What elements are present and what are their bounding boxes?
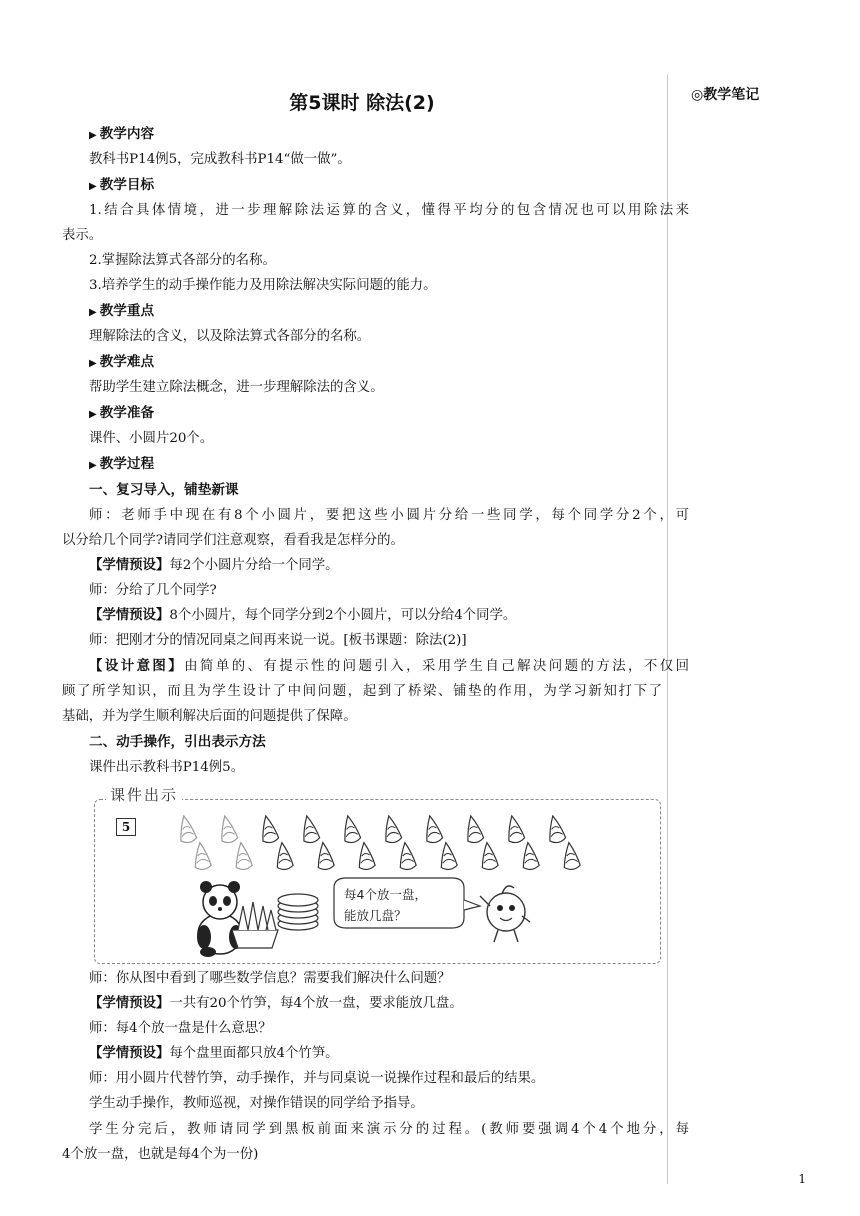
triangle-bullet-icon: ▶ [89,460,97,471]
bamboo-shoot-icon [299,814,320,844]
part-2-p1: 课件出示教科书P14例5。 [89,760,245,775]
bamboo-shoot-icon [258,814,279,844]
plate-stack-icon [278,894,318,930]
part-2-a2: 【学情预设】每个盘里面都只放4个竹笋。 [89,1045,339,1061]
triangle-bullet-icon: ▶ [89,181,97,192]
heading-process: ▶ 教学过程 [89,456,155,472]
bamboo-shoot-icon [479,841,499,870]
heading-preparation: ▶ 教学准备 [89,405,155,421]
bamboo-shoot-icon [381,814,402,844]
part-2-heading: 二、动手操作，引出表示方法 [89,734,266,750]
part-2-q1: 师：你从图中看到了哪些数学信息？需要我们解决什么问题？ [89,971,451,986]
heading-content: ▶ 教学内容 [89,126,155,142]
bubble-text-line-1: 每4个放一盘， [344,887,427,902]
part-1-p6-line-3: 基础，并为学生顺利解决后面的问题提供了保障。 [62,709,357,724]
triangle-bullet-icon: ▶ [89,130,97,141]
bamboo-shoot-icon [274,841,294,870]
panda-icon [197,881,243,957]
figure-art [92,782,662,964]
bamboo-shoot-icon [233,841,253,870]
part-1-p1-line-1: 师：老师手中现在有8个小圆片，要把这些小圆片分给一些同学，每个同学分2个，可 [89,508,689,523]
bamboo-shoot-icon [422,814,443,844]
bamboo-shoot-icon [356,841,376,870]
figure-label: 课件出示 [106,784,182,805]
bamboo-shoot-icon [340,814,361,844]
part-2-q2: 师：每4个放一盘是什么意思？ [89,1021,272,1036]
triangle-bullet-icon: ▶ [89,409,97,420]
part-2-p3-line-2: 4个放一盘，也就是每4个为一份) [62,1147,259,1162]
part-1-p5: 师：把刚才分的情况同桌之间再来说一说。[板书课题：除法(2)] [89,633,467,648]
heading-key-points: ▶ 教学重点 [89,303,155,319]
bamboo-shoot-icon [504,814,525,844]
goal-2: 2.掌握除法算式各部分的名称。 [89,253,276,268]
part-1-p2: 【学情预设】每2个小圆片分给一个同学。 [89,557,339,573]
heading-difficulty: ▶ 教学难点 [89,354,155,370]
part-1-p6-line-2: 顾了所学知识，而且为学生设计了中间问题，起到了桥梁、铺垫的作用，为学习新知打下了 [62,684,662,699]
goal-3: 3.培养学生的动手操作能力及用除法解决实际问题的能力。 [89,278,437,293]
difficulty-text: 帮助学生建立除法概念，进一步理解除法的含义。 [89,380,384,395]
part-2-q3: 师：用小圆片代替竹笋，动手操作，并与同桌说一说操作过程和最后的结果。 [89,1071,545,1086]
part-1-p4: 【学情预设】8个小圆片，每个同学分到2个小圆片，可以分给4个同学。 [89,607,517,623]
bamboo-shoot-icon [397,841,417,870]
part-1-p1-line-2: 以分给几个同学?请同学们注意观察，看看我是怎样分的。 [62,533,404,548]
part-1-p6-line-1: 【设计意图】由简单的、有提示性的问题引入，采用学生自己解决问题的方法，不仅回 [89,658,690,674]
bamboo-shoot-icon [217,814,238,844]
bamboo-shoot-icon [176,814,197,844]
triangle-bullet-icon: ▶ [89,307,97,318]
content-text: 教科书P14例5，完成教科书P14“做一做”。 [89,152,351,167]
goal-1-line-2: 表示。 [62,228,103,243]
courseware-figure [92,782,662,964]
notes-sidebar-title: ◎教学笔记 [691,87,760,103]
key-points-text: 理解除法的含义，以及除法算式各部分的名称。 [89,329,371,344]
bamboo-shoot-icon [520,841,540,870]
part-2-p2: 学生动手操作，教师巡视，对操作错误的同学给予指导。 [89,1096,424,1111]
page-number: 1 [798,1172,806,1186]
bamboo-shoot-icon [545,814,566,844]
triangle-bullet-icon: ▶ [89,358,97,369]
plate-icon [278,894,318,906]
bubble-text-line-2: 能放几盘？ [344,908,407,923]
cartoon-character-icon [480,886,530,942]
bamboo-basket-icon [232,902,278,948]
example-number: 5 [116,818,136,836]
preparation-text: 课件、小圆片20个。 [89,431,214,446]
part-1-p3: 师：分给了几个同学? [89,583,217,598]
bamboo-shoot-icon [315,841,335,870]
part-2-a1: 【学情预设】一共有20个竹笋，每4个放一盘，要求能放几盘。 [89,995,463,1011]
goal-1-line-1: 1.结合具体情境，进一步理解除法运算的含义，懂得平均分的包含情况也可以用除法来 [89,203,689,218]
bamboo-shoot-icon [438,841,458,870]
speech-bubble [334,878,480,928]
heading-goals: ▶ 教学目标 [89,177,155,193]
bamboo-shoot-icon [561,841,581,870]
bamboo-shoots [176,814,581,870]
lesson-title: 第5课时 除法(2) [289,92,435,114]
part-2-p3-line-1: 学生分完后，教师请同学到黑板前面来演示分的过程。(教师要强调4个4个地分，每 [89,1122,689,1137]
bamboo-shoot-icon [463,814,484,844]
bamboo-shoot-icon [192,841,212,870]
part-1-heading: 一、复习导入，铺垫新课 [89,482,239,498]
